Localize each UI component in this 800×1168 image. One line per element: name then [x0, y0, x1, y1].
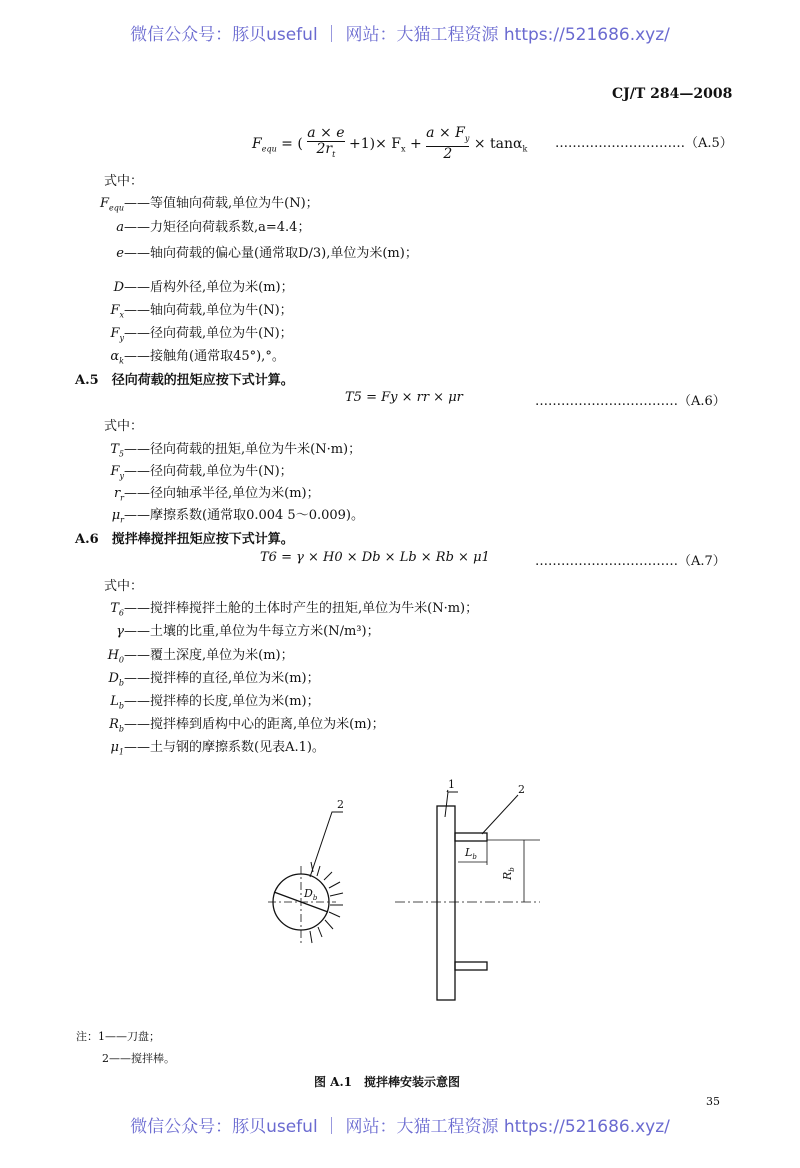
leader-line: [310, 812, 343, 877]
stirring-rod-lower: [455, 962, 487, 970]
definition-text: ——接触角(通常取45°),°。: [124, 349, 285, 364]
definition-text: ——径向荷载,单位为牛(N)；: [124, 326, 293, 341]
definition-symbol: $F_x$: [110, 303, 124, 320]
watermark-bottom: 微信公众号：豚贝useful ｜ 网站：大猫工程资源 https://521686.xyz/: [130, 1117, 670, 1137]
figure-label-lb: $L_b$: [465, 846, 477, 862]
definition-symbol: $F_{equ}$: [99, 196, 124, 213]
definition-text: ——搅拌棒的直径,单位为米(m)；: [124, 671, 320, 686]
definition-text: ——力矩径向荷载系数,a=4.4；: [124, 220, 311, 235]
leader-line-2: [482, 795, 518, 834]
section-a5: A.5 径向荷载的扭矩应按下式计算。: [75, 373, 294, 388]
figure-label-2-left: 2: [337, 798, 344, 811]
definition-text: ——搅拌棒到盾构中心的距离,单位为米(m)；: [124, 717, 385, 732]
definition-symbol: $D_b$: [108, 671, 124, 688]
definition-symbol: $F_y$: [110, 464, 124, 481]
equation-a5: $F_{equ}$ = ( a × e $2r_t +1)\times F_x$ + $\frac{a \times F_y}{2} \times \tan\alpha_k$: [252, 125, 528, 162]
definition-symbol: $r_r$: [113, 486, 124, 503]
definition-text: ——搅拌棒搅拌土舱的土体时产生的扭矩,单位为牛米(N·m)；: [124, 601, 479, 616]
section-a6: A.6 搅拌棒搅拌扭矩应按下式计算。: [75, 532, 294, 547]
definition-text: ——轴向荷载,单位为牛(N)；: [124, 303, 293, 318]
definition-symbol: $T_5$: [110, 442, 124, 459]
definition-text: ——盾构外径,单位为米(m)；: [124, 280, 294, 295]
definition-symbol: $R_b$: [109, 717, 124, 734]
figure-caption: 图 A.1 搅拌棒安装示意图: [314, 1075, 461, 1089]
where-label: 式中：: [104, 419, 144, 434]
leader-line-1: [445, 792, 458, 817]
definition-symbol: e: [116, 246, 124, 261]
figure-label-2: 2: [518, 783, 525, 796]
definition-text: ——摩擦系数(通常取0.004 5～0.009)。: [124, 508, 364, 523]
definition-symbol: $L_b$: [110, 694, 124, 711]
figure-label-rb: $R_b$: [500, 867, 516, 880]
definition-symbol: $\mu_1$: [110, 740, 124, 757]
watermark-top: 微信公众号：豚贝useful ｜ 网站：大猫工程资源 https://521686.xyz/: [130, 25, 670, 45]
definition-text: ——覆土深度,单位为米(m)；: [124, 648, 294, 663]
stirring-rod-upper: [455, 833, 487, 841]
cutter-disc: [437, 806, 455, 1000]
equation-a6: T5 = Fy × rr × μr: [345, 390, 463, 405]
definition-text: ——径向荷载的扭矩,单位为牛米(N·m)；: [124, 442, 362, 457]
figure-note-1: 注：1——刀盘；: [76, 1030, 160, 1043]
definition-symbol: $\alpha_k$: [110, 349, 124, 366]
definition-text: ——土与钢的摩擦系数(见表A.1)。: [124, 740, 325, 755]
standard-header: CJ/T 284—2008: [612, 86, 733, 102]
equation-a7: T6 = γ × H0 × Db × Lb × Rb × μ1: [260, 550, 490, 565]
definition-text: ——径向荷载,单位为牛(N)；: [124, 464, 293, 479]
definition-text: ——搅拌棒的长度,单位为米(m)；: [124, 694, 320, 709]
definition-symbol: $\mu_r$: [111, 508, 124, 525]
page-number: 35: [706, 1095, 720, 1108]
definition-symbol: $F_y$: [110, 326, 124, 343]
equation-a6-label: ……………………………（A.6）: [535, 394, 726, 409]
definition-text: ——等值轴向荷载,单位为牛(N)；: [124, 196, 319, 211]
where-label: 式中：: [104, 174, 144, 189]
equation-a5-label: …………………………（A.5）: [555, 136, 733, 151]
figure-label-1: 1: [448, 778, 455, 791]
figure-label-db: $D_b$: [304, 887, 318, 903]
definition-text: ——轴向荷载的偏心量(通常取D/3),单位为米(m)；: [124, 246, 418, 261]
where-label: 式中：: [104, 579, 144, 594]
definition-symbol: D: [113, 280, 124, 295]
figure-note-2: 2——搅拌棒。: [102, 1052, 175, 1065]
definition-text: ——土壤的比重,单位为牛每立方米(N/m³)；: [124, 624, 380, 639]
definition-symbol: γ: [116, 624, 124, 639]
definition-text: ——径向轴承半径,单位为米(m)；: [124, 486, 320, 501]
definition-symbol: $H_0$: [107, 648, 124, 665]
definition-symbol: $T_6$: [110, 601, 124, 618]
equation-a7-label: ……………………………（A.7）: [535, 554, 726, 569]
definition-symbol: a: [116, 220, 124, 235]
pressure-arrows: [310, 862, 343, 943]
